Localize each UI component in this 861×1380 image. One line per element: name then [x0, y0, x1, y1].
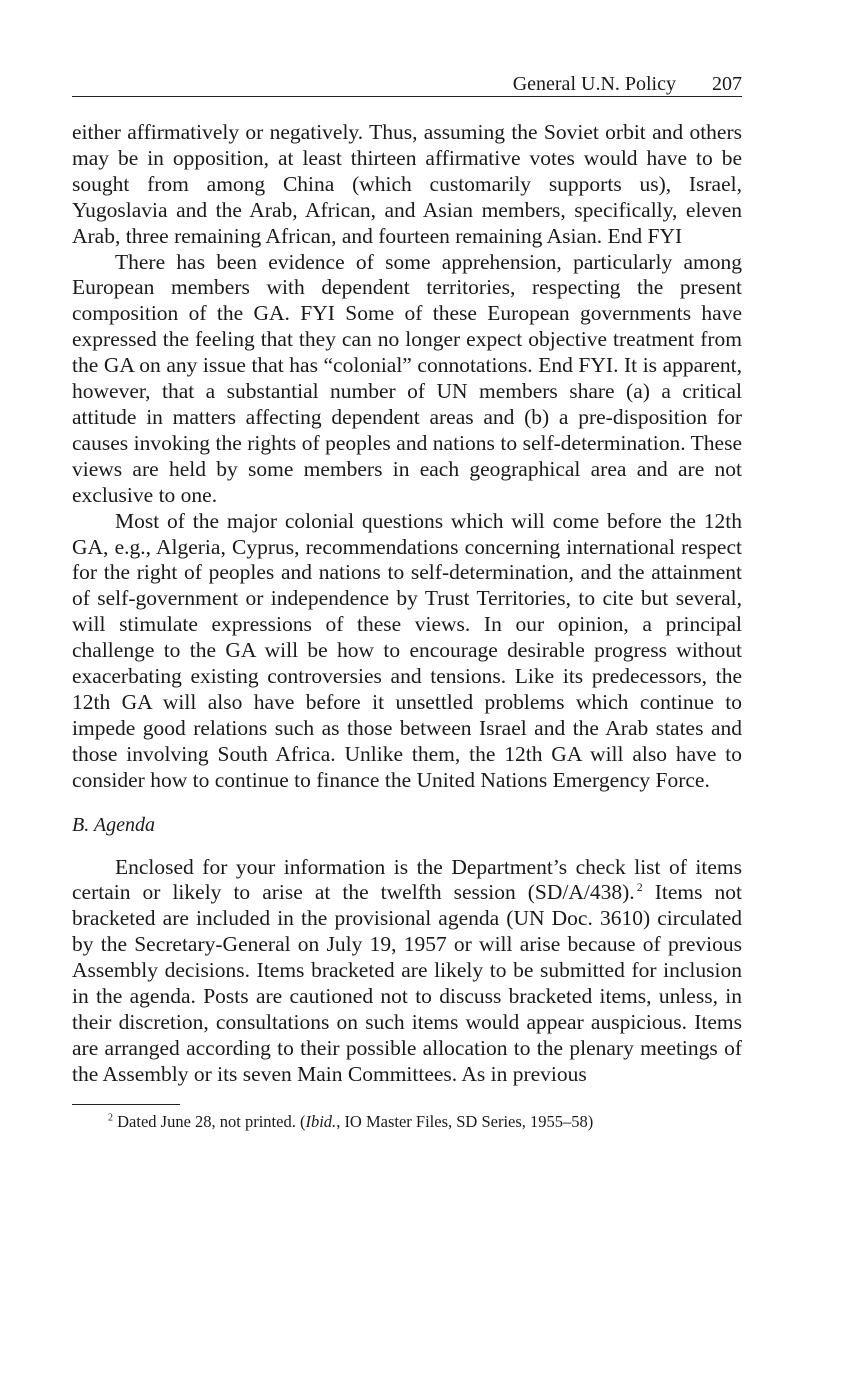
footnote-divider [72, 1104, 180, 1105]
footnote-text-after: , IO Master Files, SD Series, 1955–58) [336, 1111, 594, 1131]
running-head [72, 70, 742, 97]
paragraph-agenda [72, 855, 742, 1088]
footnote-number: 2 [108, 1112, 113, 1124]
footnote-ibid: Ibid. [305, 1111, 337, 1131]
running-head-title: General U.N. Policy [512, 73, 676, 95]
body-text [72, 120, 742, 1088]
paragraph-colonial-apprehension: There has been evidence of some apprehension, particularly among European members with dependent territories, respecting the present composition of the GA. FYI Some of these European governments have expressed the feeling that they can no longer expect objective treatment from the GA on any issue that has “colonial” connotations. End FYI. It is apparent, however, that a substantial number of UN members share (a) a critical attitude in matters affecting dependent areas and (b) a pre-disposition for causes invoking the rights of peoples and nations to self-determination. These views are held by some members in each geographical area and are not exclusive to one. [72, 249, 742, 507]
footnote-reference: 2 [636, 880, 643, 895]
footnote [108, 1111, 742, 1133]
footnote-text-before: Dated June 28, not printed. ( [117, 1111, 306, 1131]
agenda-text-part2: Items not bracketed are included in the provisional agenda (UN Doc. 3610) circulated by the Secretary-General on July 19, 1957 or will arise because of previous Assembly decisions. Items bracketed are likely to be submitted for inclusion in the agenda. Posts are cautioned not to discuss bracketed items, unless, in their discretion, consultations on such items would appear auspicious. Items are arranged according to their possible allocation to the plenary meetings of the Assembly or its seven Main Committees. As in previous [72, 880, 742, 1086]
page-number: 207 [712, 73, 742, 95]
paragraph-colonial-questions: Most of the major colonial questions which will come before the 12th GA, e.g., Algeria, Cyprus, recommendations concerning international respect for the right of peoples and nations to self-determination, and the attainment of self-government or independence by Trust Territories, to cite but several, will stimulate expressions of these views. In our opinion, a principal challenge to the GA will be how to encourage desirable progress without exacerbating existing controversies and tensions. Like its predecessors, the 12th GA will also have before it unsettled problems which continue to impede good relations such as those between Israel and the Arab states and those involving South Africa. Unlike them, the 12th GA will also have to consider how to continue to finance the United Nations Emergency Force. [72, 508, 742, 792]
section-heading-agenda: B. Agenda [72, 813, 155, 836]
agenda-text-part1: Enclosed for your information is the Department’s check list of items certain or likely to arise at the twelfth session (SD/A/438). [72, 854, 742, 905]
paragraph-continued: either affirmatively or negatively. Thus, assuming the Soviet orbit and others may be in opposition, at least thirteen affirmative votes would have to be sought from among China (which customarily supports us), Israel, Yugoslavia and the Arab, African, and Asian members, specifically, eleven Arab, three remaining African, and fourteen remaining Asian. End FYI [72, 120, 742, 248]
document-page [72, 70, 742, 1133]
